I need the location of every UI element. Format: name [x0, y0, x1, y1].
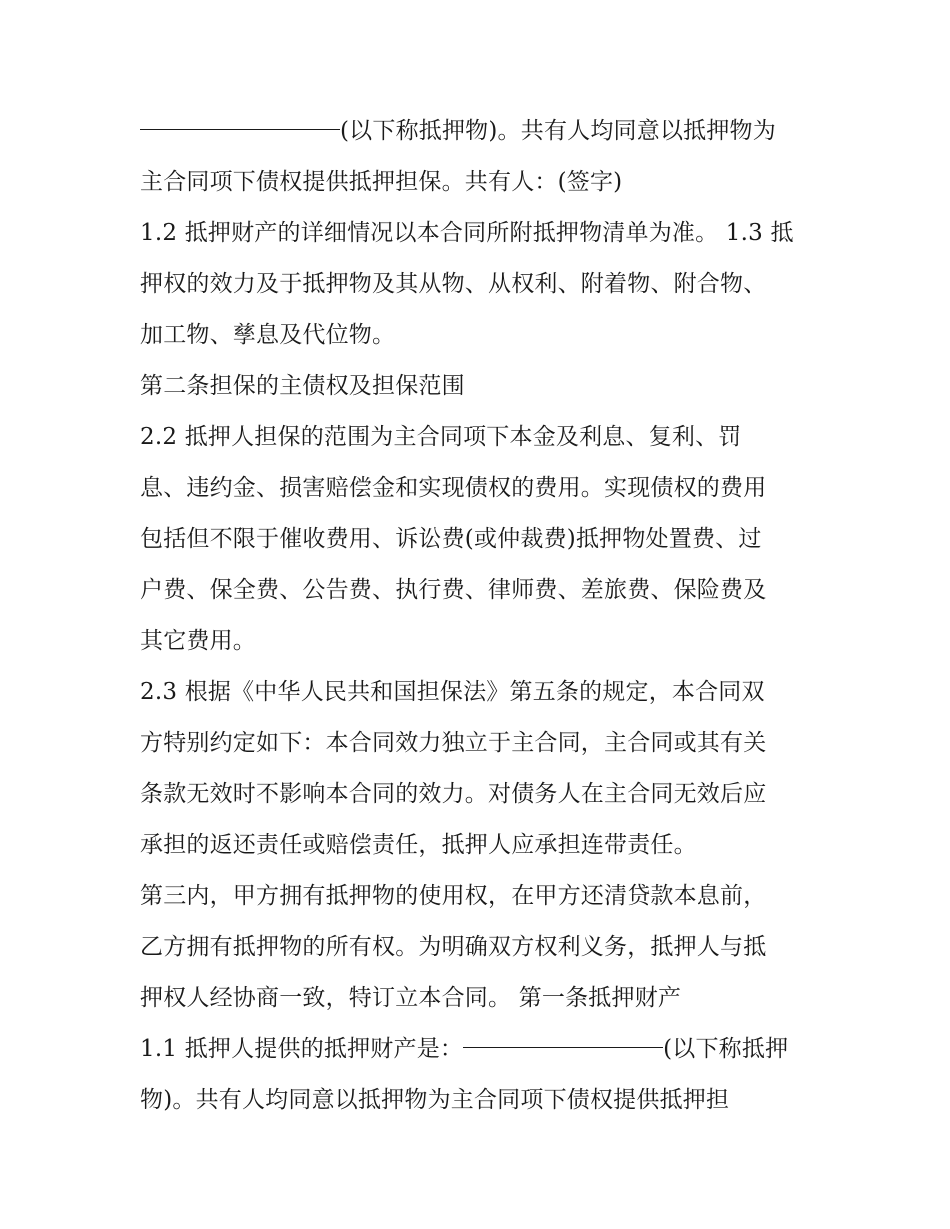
text-line-16: 第三内，甲方拥有抵押物的使用权，在甲方还清贷款本息前， [140, 883, 767, 909]
text-line-20: 物)。共有人均同意以抵押物为主合同项下债权提供抵押担 [140, 1087, 730, 1113]
text-line-8: 息、违约金、损害赔偿金和实现债权的费用。实现债权的费用 [140, 475, 767, 501]
text-line-5: 加工物、孳息及代位物。 [140, 322, 396, 348]
text-line-11: 其它费用。 [140, 628, 256, 654]
fill-in-blank [463, 1047, 663, 1048]
text-line-17: 乙方拥有抵押物的所有权。为明确双方权利义务，抵押人与抵 [140, 934, 767, 960]
text-line-4: 押权的效力及于抵押物及其从物、从权利、附着物、附合物、 [140, 271, 767, 297]
text-line-15: 承担的返还责任或赔偿责任，抵押人应承担连带责任。 [140, 832, 697, 858]
text-line-7: 2.2 抵押人担保的范围为主合同项下本金及利息、复利、罚 [140, 424, 742, 450]
section-heading-2: 第二条担保的主债权及担保范围 [140, 373, 465, 399]
text-line-3: 1.2 抵押财产的详细情况以本合同所附抵押物清单为准。 1.3 抵 [140, 220, 794, 246]
text-line-10: 户费、保全费、公告费、执行费、律师费、差旅费、保险费及 [140, 577, 767, 603]
text-line-13: 方特别约定如下：本合同效力独立于主合同，主合同或其有关 [140, 730, 767, 756]
document-body [140, 106, 820, 1126]
text-line-14: 条款无效时不影响本合同的效力。对债务人在主合同无效后应 [140, 781, 767, 807]
fill-in-blank [140, 129, 340, 130]
text-line-1: (以下称抵押物)。共有人均同意以抵押物为 [140, 106, 820, 157]
text-line-9: 包括但不限于催收费用、诉讼费(或仲裁费)抵押物处置费、过 [140, 526, 762, 552]
text-line-2: 主合同项下债权提供抵押担保。共有人：(签字) [140, 169, 623, 195]
text-line-12: 2.3 根据《中华人民共和国担保法》第五条的规定，本合同双 [140, 679, 765, 705]
text-line-19: 1.1 抵押人提供的抵押财产是： (以下称抵押 [140, 1036, 789, 1062]
text-line-18: 押权人经协商一致，特订立本合同。 第一条抵押财产 [140, 985, 682, 1011]
